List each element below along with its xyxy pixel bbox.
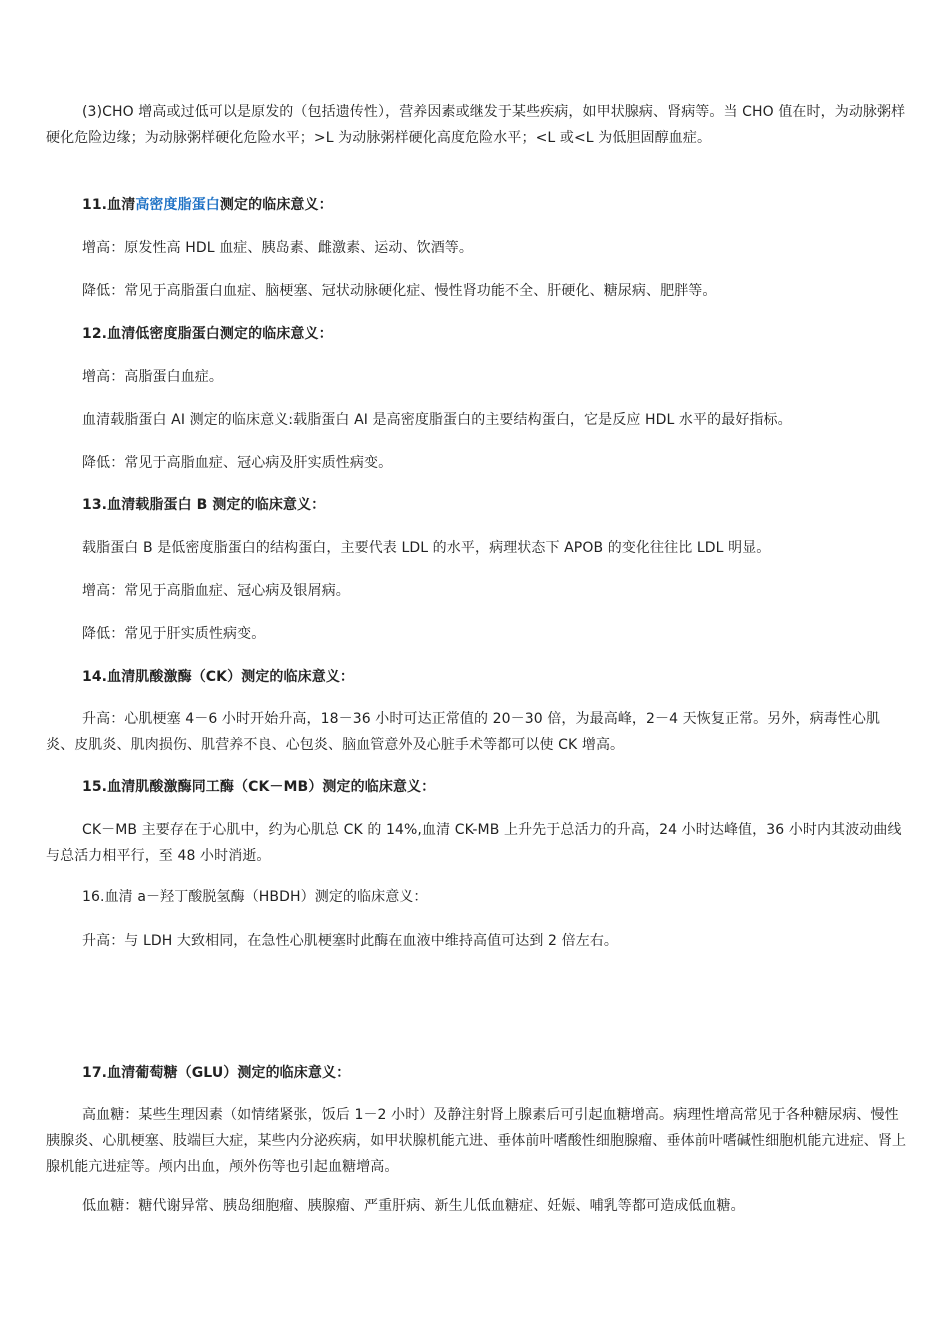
paragraph-17-hyperglycemia: 高血糖：某些生理因素（如情绪紧张，饭后 1－2 小时）及静注射肾上腺素后可引起血糖增高。病理性增高常见于各种糖尿病、慢性胰腺炎、心肌梗塞、肢端巨大症，某些内分泌疾病，如甲状腺机能亢进、垂体前叶嗜酸性细胞腺瘤、垂体前叶嗜碱性细胞机能亢进症、肾上腺机能亢进症等。颅内出血，颅外伤等也引起血糖增高。 (46, 1107, 907, 1175)
paragraph-17-hypoglycemia: 低血糖：糖代谢异常、胰岛细胞瘤、胰腺瘤、严重肝病、新生儿低血糖症、妊娠、哺乳等都可造成低血糖。 (82, 1198, 745, 1214)
paragraph-13-apob: 载脂蛋白 B 是低密度脂蛋白的结构蛋白，主要代表 LDL 的水平，病理状态下 APOB 的变化往往比 LDL 明显。 (82, 540, 771, 556)
paragraph-11-increase: 增高：原发性高 HDL 血症、胰岛素、雌激素、运动、饮酒等。 (82, 240, 474, 256)
paragraph-13-decrease: 降低：常见于肝实质性病变。 (82, 626, 266, 642)
heading-13: 13.血清载脂蛋白 B 测定的临床意义： (82, 497, 326, 513)
heading-11-suffix: 测定的临床意义： (219, 197, 333, 213)
heading-14: 14.血清肌酸激酶（CK）测定的临床意义： (82, 669, 355, 685)
paragraph-15-ckmb: CK－MB 主要存在于心肌中，约为心肌总 CK 的 14%,血清 CK-MB 上升先于总活力的升高，24 小时达峰值，36 小时内其波动曲线与总活力相平行，至 48 小时消逝。 (46, 822, 902, 864)
hdl-link[interactable]: 高密度脂蛋白 (135, 197, 220, 213)
heading-12: 12.血清低密度脂蛋白测定的临床意义： (82, 326, 333, 342)
heading-11 (82, 192, 908, 218)
paragraph-cho: (3)CHO 增高或过低可以是原发的（包括遗传性），营养因素或继发于某些疾病，如甲状腺病、肾病等。当 CHO 值在时，为动脉粥样硬化危险边缘；为动脉粥样硬化危险水平；>L 为动脉粥样硬化高度危险水平；<L 或<L 为低胆固醇血症。 (46, 104, 906, 146)
paragraph-11-decrease: 降低：常见于高脂蛋白血症、脑梗塞、冠状动脉硬化症、慢性肾功能不全、肝硬化、糖尿病、肥胖等。 (82, 283, 717, 299)
heading-11-prefix: 11.血清 (82, 197, 136, 213)
heading-15: 15.血清肌酸激酶同工酶（CK－MB）测定的临床意义： (82, 779, 436, 795)
paragraph-12-increase: 增高：高脂蛋白血症。 (82, 369, 223, 385)
heading-16: 16.血清 a－羟丁酸脱氢酶（HBDH）测定的临床意义： (82, 889, 428, 905)
paragraph-12-decrease: 降低：常见于高脂血症、冠心病及肝实质性病变。 (82, 455, 393, 471)
paragraph-12-apoai: 血清载脂蛋白 AI 测定的临床意义:载脂蛋白 AI 是高密度脂蛋白的主要结构蛋白，它是反应 HDL 水平的最好指标。 (82, 412, 792, 428)
heading-17: 17.血清葡萄糖（GLU）测定的临床意义： (82, 1065, 351, 1081)
paragraph-16-increase: 升高：与 LDH 大致相同，在急性心肌梗塞时此酶在血液中维持高值可达到 2 倍左右。 (82, 933, 619, 949)
paragraph-13-increase: 增高：常见于高脂血症、冠心病及银屑病。 (82, 583, 350, 599)
paragraph-14-increase: 升高：心肌梗塞 4－6 小时开始升高，18－36 小时可达正常值的 20－30 倍，为最高峰，2－4 天恢复正常。另外，病毒性心肌炎、皮肌炎、肌肉损伤、肌营养不良、心包炎、脑血管意外及心脏手术等都可以使 CK 增高。 (46, 711, 881, 753)
